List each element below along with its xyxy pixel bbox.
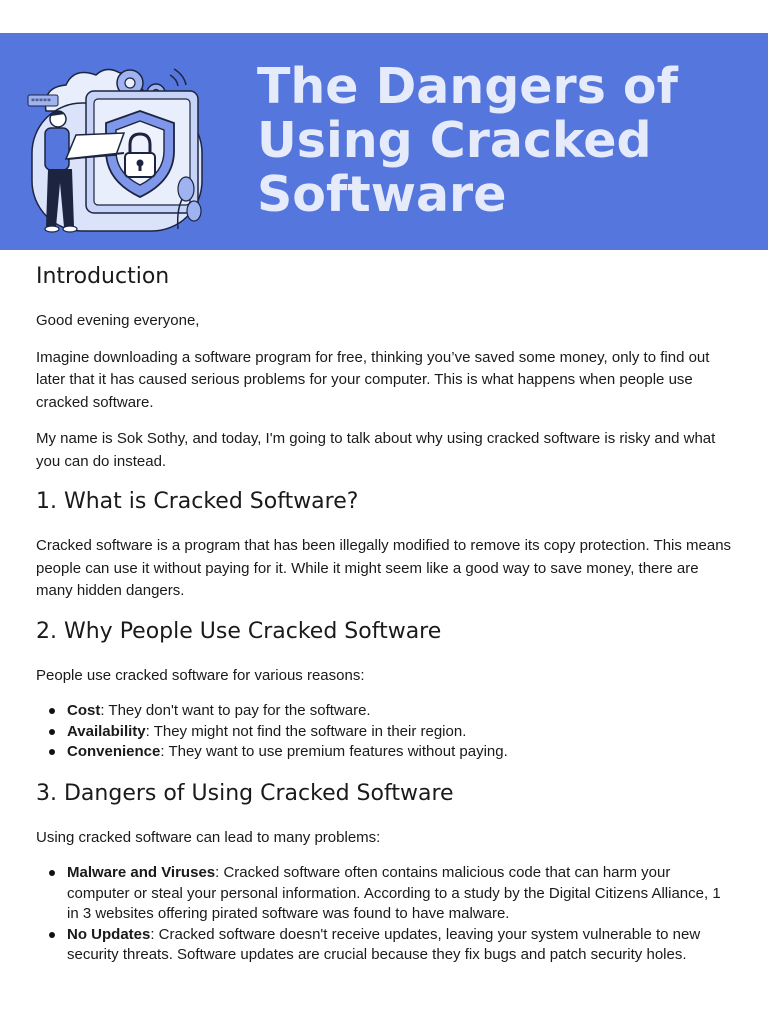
list-item [67,863,736,925]
cybersecurity-illustration-icon [26,61,208,236]
list-item [67,742,736,763]
list-item-text: : They might not find the software in their region. [145,722,467,740]
section-paragraph: Using cracked software can lead to many problems: [36,828,381,846]
section-heading: 2. Why People Use Cracked Software [36,618,442,644]
intro-paragraph: Good evening everyone, [36,312,200,329]
section-paragraph: Cracked software is a program that has been illegally modified to remove its copy protection. This means people can use it without paying for it. While it might seem like a good way to save money, there are many hidden dangers. [36,537,732,599]
intro-heading: Introduction [36,264,170,289]
section-what-is [36,487,736,603]
list-item-text: : They don't want to pay for the software. [100,702,371,719]
intro-paragraph: Imagine downloading a software program for free, thinking you’ve saved some money, only to find out later that it has caused serious problems for your computer. This is what happens when people use cracked software. [36,348,710,411]
list-item-text: : Cracked software often contains malicious code that can harm your computer or steal your personal information. According to a study by the Digital Citizens Alliance, 1 in 3 websites offering pirated software was found to have malware. [67,864,721,922]
list-item-term: No Updates [67,925,151,943]
section-paragraph: People use cracked software for various reasons: [36,666,365,684]
section-dangers [36,779,736,966]
list-item-term: Malware and Viruses [67,864,216,881]
list-item [67,925,736,966]
list-item-text: : Cracked software doesn't receive updates, leaving your system vulnerable to new security threats. Software updates are crucial because they fix bugs and patch security holes. [67,925,701,963]
list-item [67,722,736,743]
list-item-term: Availability [67,722,146,740]
article-body [36,262,736,966]
list-item-term: Convenience [67,743,161,760]
list-item-term: Cost [67,702,101,719]
intro-paragraph: My name is Sok Sothy, and today, I'm going to talk about why using cracked software is risky and what you can do instead. [36,430,716,470]
page-title: The Dangers of Using Cracked Software [257,58,678,223]
list-item-text: : They want to use premium features without paying. [160,743,508,760]
dangers-list [36,863,736,966]
svg-text:*****: ***** [31,97,51,106]
section-heading: 3. Dangers of Using Cracked Software [36,780,454,806]
list-item [67,701,736,722]
section-why-use [36,617,736,763]
reasons-list [36,701,736,763]
section-heading: 1. What is Cracked Software? [36,489,359,514]
header-banner [0,33,768,250]
intro-section [36,262,736,473]
